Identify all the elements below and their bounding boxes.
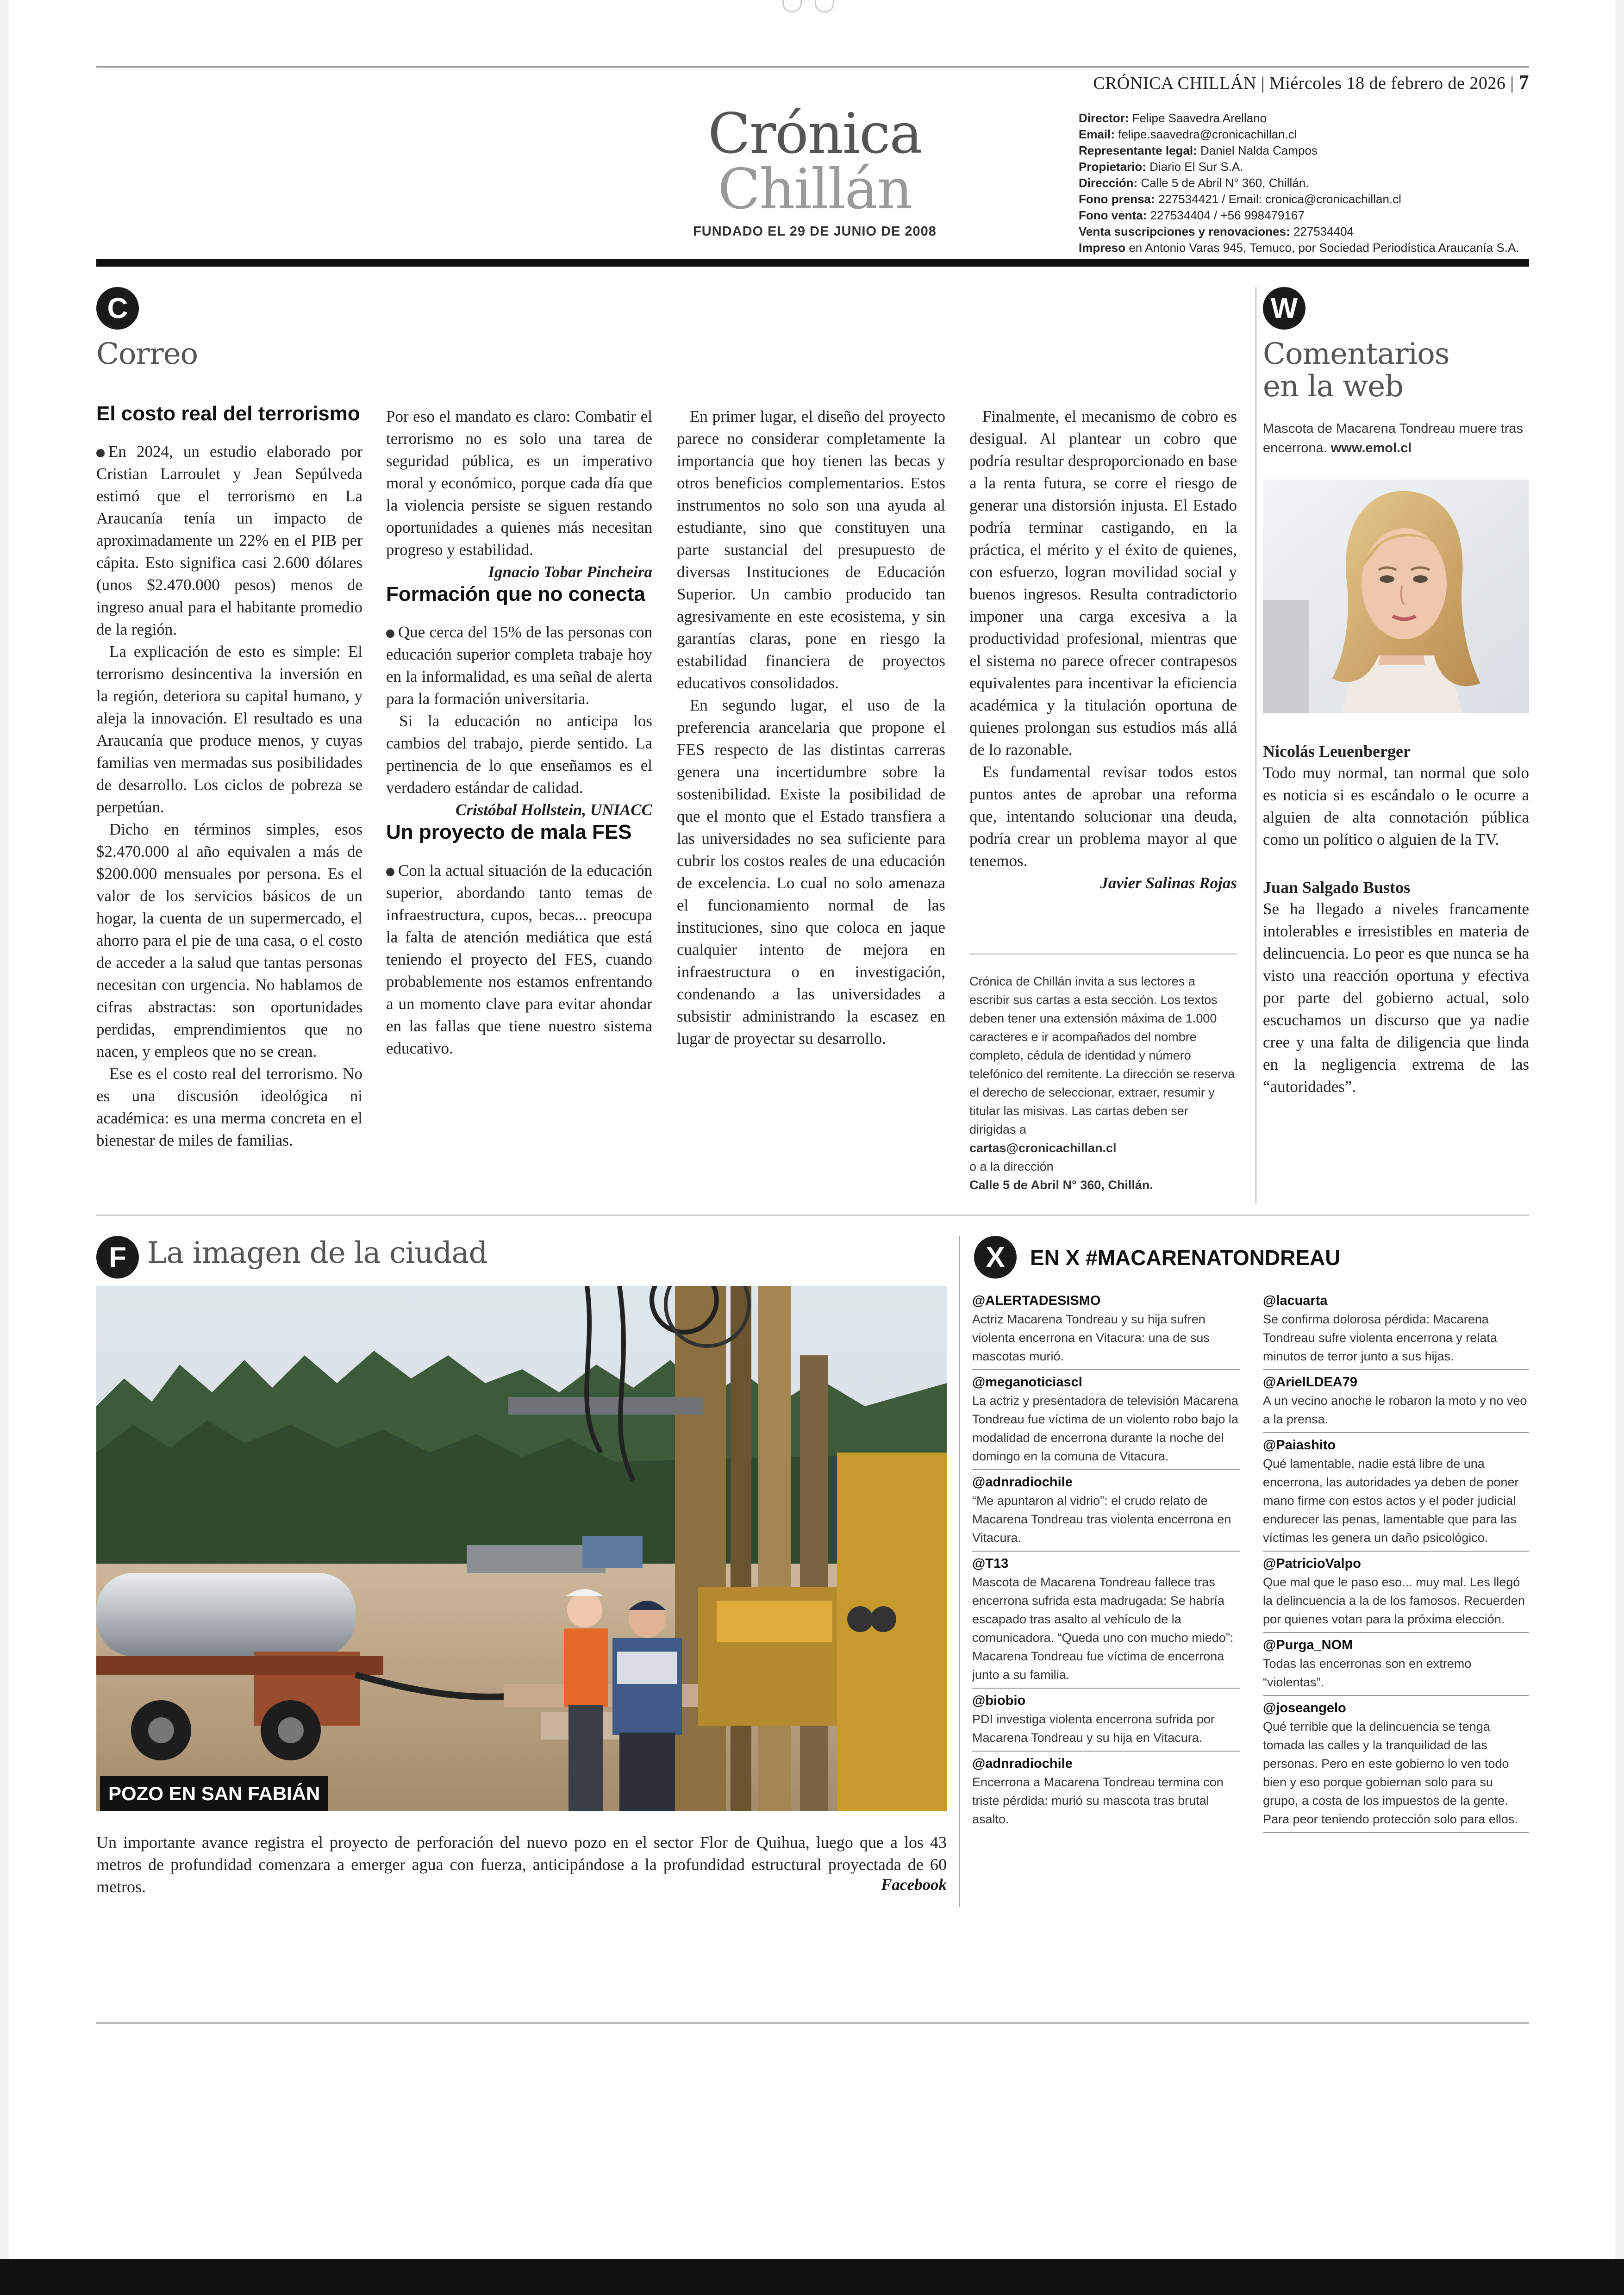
staff-row [1079,159,1519,175]
staff-label: Propietario: [1079,160,1146,174]
staff-label: Representante legal: [1079,143,1197,157]
tweet-text: Qué terrible que la delincuencia se tenga tomada las calles y la tranquilidad de las personas. Pero en este gobierno lo ven todo bien y eso porque gobiernan solo para su grupo, a costa de los impuestos de la gente. Para peor teniendo protección solo para ellos. [1263,1717,1529,1833]
tweet-handle[interactable]: @ALERTADESISMO [972,1293,1101,1308]
masthead-logo [630,102,1000,222]
staff-value: Felipe Saavedra Arellano [1132,111,1267,125]
staff-value: felipe.saavedra@cronicachillan.cl [1118,127,1297,141]
folio: CRÓNICA CHILLÁN | Miércoles 18 de febrero de 2026 | 7 [1093,71,1529,94]
letter-text: En 2024, un estudio elaborado por Cristian Larroulet y Jean Sepúlveda estimó que el terrorismo en La Araucanía tenía un impacto de aproximadamente un 22% en el PIB per cápita. Esto significa casi 2.600 dólares (unos $2.470.000 pesos) menos de ingreso anual para el habitante promedio de la región. [96,443,362,639]
letter-2-signature: Cristóbal Hollstein, UNIACC [456,801,652,819]
letter-1-p5: Por eso el mandato es claro: Combatir el terrorismo no es solo una tarea de seguridad pública, es un imperativo moral y económico, porque cada día que la violencia persiste se siguen restando oportunidades a quienes más necesitan progreso y estabilidad. [386,407,652,559]
bullet-icon [386,868,394,876]
tweet-text: PDI investiga violenta encerrona sufrida por Macarena Tondreau y su hija en Vitacura. [972,1710,1240,1752]
web-column-divider [1255,287,1256,1204]
tweet-handle[interactable]: @ArielLDEA79 [1263,1375,1357,1390]
staff-value: 227534421 / Email: cronica@cronicachillan.cl [1158,192,1401,206]
comment-author: Juan Salgado Bustos [1263,878,1411,897]
section-divider [96,1215,1529,1216]
x-tweets-col-1 [972,1291,1240,1835]
letter-1-p4: Ese es el costo real del terrorismo. No es una discusión ideológica ni académica: es una merma concreta en el bienestar de miles de familias. [96,1065,362,1150]
letter-3-p2: En primer lugar, el diseño del proyecto parece no considerar completamente la importancia que hoy tienen las becas y otros beneficios complementarios. Estos instrumentos no solo son una ayuda al estudiante, sino que constituyen una parte sustancial del presupuesto de diversas Instituciones de Educación Superior. Un cambio producido tan agresivamente en este ecosistema, y sin garantías claras, pone en riesgo la estabilidad financiera de proyectos educativos consolidados. [677,407,945,692]
photo-caption: Un importante avance registra el proyecto de perforación del nuevo pozo en el sector Flor de Quihua, luego que a los 43 metros de profundidad comenzara a emerger agua con fuerza, anticipándose a la profundidad estructural proyectada de 60 metros. [96,1833,947,1896]
correo-col-4 [969,405,1237,894]
footer-rule [96,2022,1529,2024]
page-frame-left [0,0,9,2259]
photo-label: POZO EN SAN FABIÁN [100,1776,328,1811]
letter-3-p3: En segundo lugar, el uso de la preferencia arancelaria que propone el FES respecto de las distintas carreras genera una incertidumbre sobre la sostenibilidad. Existe la posibilidad de que el monto que el Estado transfiera a las universidades no sea suficiente para cubrir los costos reales de una educación de excelencia. Lo cual no solo amenaza el funcionamiento normal de las instituciones, sino que coloca en jaque cualquier intento de mejora en infraestructura o en investigación, condenando a las universidades a subsistir administrando la escasez en lugar de proyectar su desarrollo. [677,696,945,1048]
staff-label: Director: [1079,111,1129,125]
staff-value: Calle 5 de Abril N° 360, Chillán. [1141,176,1309,190]
web-title [1263,338,1449,403]
correo-col-3 [677,405,945,1050]
tweet-text: Que mal que le paso eso... muy mal. Les llegó la delincuencia a la de los famosos. Recuerden por quienes votan para la próxima elección. [1263,1573,1529,1633]
staff-value: Daniel Nalda Campos [1200,143,1318,157]
tweet-text: A un vecino anoche le robaron la moto y no veo a la prensa. [1263,1391,1529,1433]
letters-notice [969,972,1237,1194]
comment-text: Todo muy normal, tan normal que solo es noticia si es escándalo o le ocurre a alguien de alta connotación pública como un político o alguien de la TV. [1263,764,1529,848]
imagen-title: La imagen de la ciudad [147,1236,487,1270]
tweet-handle[interactable]: @adnradiochile [972,1475,1073,1490]
web-title-line-1: Comentarios [1263,337,1449,371]
bullet-icon [96,449,105,457]
letter-1-p3: Dicho en términos simples, esos $2.470.000 al año equivalen a más de $200.000 mensuales por persona. Es el valor de los servicios básicos de un hogar, la cuenta de un supermercado, el ahorro para el pie de una casa, o el costo de acceder a la salud que tantas personas necesitan con urgencia. No hablamos de cifras abstractas: son oportunidades perdidas, emprendimientos que no nacen, y empleos que no se crean. [96,820,362,1061]
staff-label: Impreso [1079,241,1126,255]
drilling-rig-image [96,1286,947,1811]
staff-label: Dirección: [1079,176,1138,190]
staff-label: Fono venta: [1079,208,1147,222]
letter-text: Con la actual situación de la educación superior, abordando tanto temas de infraestructura, cupos, becas... preocupa la falta de atención mediática que está teniendo el proyecto del FES, cuando probablemente nos estamos enfrentando a un momento clave para evitar ahondar en las fallas que tiene nuestro sistema educativo. [386,861,652,1057]
comment-author: Nicolás Leuenberger [1263,742,1411,761]
tweet-handle[interactable]: @PatricioValpo [1263,1556,1362,1571]
letter-1-signature: Ignacio Tobar Pincheira [488,563,652,581]
letter-3-p4: Finalmente, el mecanismo de cobro es desigual. Al plantear un cobro que podría resultar desproporcionado en base a la renta futura, se corre el riesgo de generar una distorsión injusta. El Estado podría terminar castigando, en la práctica, el mérito y el éxito de quienes, con esfuerzo, logran movilidad social y buenos ingresos. Resulta contradictorio imponer una carga excesiva a la productividad profesional, mientras que el sistema no parece ofrecer contrapesos equivalentes para incentivar la eficiencia académica y la titulación oportuna de quienes prolongan sus estudios más allá de lo razonable. [969,407,1237,759]
photo-source: Facebook [881,1876,947,1894]
pager-dot[interactable] [815,0,834,12]
tweet-text: Qué lamentable, nadie está libre de una encerrona, las autoridades ya deben de poner mano firme con estos actos y el poder judicial endurecer las penas, lamentable que para las víctimas les genera un daño psicológico. [1263,1454,1529,1552]
letter-1-headline: El costo real del terrorismo [96,402,360,425]
staff-row [1079,207,1519,224]
tweet-handle[interactable]: @joseangelo [1263,1701,1346,1715]
tweet-text: “Me apuntaron al vidrio”: el crudo relato de Macarena Tondreau tras violenta encerrona en Vitacura. [972,1491,1240,1552]
notice-text: Crónica de Chillán invita a sus lectores a escribir sus cartas a esta sección. Los textos deben tener una extensión máxima de 1.000 caracteres e ir acompañados del nombre completo, cédula de identidad y número telefónico del remitente. La dirección se reserva el derecho de seleccionar, extraer, resumir y titular las misivas. Las cartas deben ser dirigidas a [969,974,1235,1136]
staff-value: 227534404 / +56 998479167 [1150,208,1305,222]
page-frame-right [1615,0,1624,2259]
notice-email-link[interactable]: cartas@cronicachillan.cl [969,1141,1117,1155]
tweet-handle[interactable]: @adnradiochile [972,1756,1073,1771]
staff-row [1079,175,1519,191]
web-story [1263,419,1529,458]
founded-line: FUNDADO EL 29 DE JUNIO DE 2008 [693,224,937,239]
staff-value: 227534404 [1293,225,1354,238]
logo-word-1: Crónica [708,102,922,166]
staff-row [1079,191,1519,207]
staff-box [1079,110,1519,256]
letter-3-p5: Es fundamental revisar todos estos puntos antes de aprobar una reforma que, intentando solucionar una deuda, podría crear un problema mayor al que tenemos. [969,763,1237,870]
tweet-handle[interactable]: @T13 [972,1556,1009,1571]
staff-value: en Antonio Varas 945, Temuco, por Sociedad Periodística Araucanía S.A. [1129,241,1519,255]
letter-2-headline: Formación que no conecta [386,583,645,605]
letter-3-p1 [386,860,652,1060]
tweet-text: Actriz Macarena Tondreau y su hija sufren violenta encerrona en Vitacura: una de sus mascotas murió. [972,1310,1240,1370]
tweet-handle[interactable]: @Paiashito [1263,1438,1336,1453]
masthead [630,102,1000,239]
tweet-text: Se confirma dolorosa pérdida: Macarena Tondreau sufre violenta encerrona y relata minutos de terror junto a sus hijas. [1263,1310,1529,1370]
portrait-photo [1263,480,1529,713]
tweet-text: Encerrona a Macarena Tondreau termina con triste pérdida: murió su mascota tras brutal asalto. [972,1775,1224,1826]
folio-paper: CRÓNICA CHILLÁN [1093,74,1256,93]
tweet-handle[interactable]: @meganoticiascl [972,1375,1082,1390]
bottom-bar [0,2259,1624,2295]
staff-label: Fono prensa: [1079,192,1155,206]
letter-3-signature: Javier Salinas Rojas [1100,874,1237,892]
web-comments [1263,741,1529,1124]
correo-badge: C [96,287,139,330]
logo-word-2: Chillán [718,157,912,222]
notice-or: o a la dirección [969,1160,1054,1173]
x-tweets-col-2 [1263,1291,1529,1836]
portrait-image [1263,480,1529,713]
tweet-handle[interactable]: @lacuarta [1263,1293,1328,1308]
tweet-text: Mascota de Macarena Tondreau fallece tras encerrona sufrida esta madrugada: Se habría escapado tras asalto al vehículo de la comunicadora. “Queda uno con mucho miedo”: Macarena Tondreau fue víctima de encerrona junto a su familia. [972,1573,1240,1689]
imagen-badge: F [96,1236,139,1278]
staff-row [1079,240,1519,256]
tweet-handle[interactable]: @biobio [972,1693,1026,1708]
correo-col-1 [96,403,362,1152]
staff-row [1079,143,1519,159]
page-number: 7 [1518,71,1529,94]
web-title-line-2: en la web [1263,369,1404,404]
correo-col-2 [386,405,652,1060]
staff-value: Diario El Sur S.A. [1149,160,1243,174]
header-thick-rule [96,259,1529,267]
x-title: EN X #MACARENATONDREAU [1030,1246,1341,1270]
letter-2-p1 [386,621,652,710]
web-badge: W [1263,287,1305,330]
city-photo [96,1286,947,1811]
letter-1-p1 [96,441,362,641]
comment-text: Se ha llegado a niveles francamente intolerables e irresistibles en materia de delincuencia. Lo peor es que nunca se ha visto una reacción oportuna y efectiva por parte del gobierno actual, solo escuchamos un discurso que ya nadie cree y una falta de diligencia que linda en la negligencia extrema de las “autoridades”. [1263,900,1529,1096]
staff-row [1079,224,1519,240]
letter-text: Que cerca del 15% de las personas con educación superior completa trabaje hoy en la informalidad, es una señal de alerta para la formación universitaria. [386,623,652,708]
pager-dots [782,0,834,12]
folio-date: Miércoles 18 de febrero de 2026 [1269,74,1506,93]
tweet-handle[interactable]: @Purga_NOM [1263,1638,1353,1653]
x-badge: X [974,1236,1017,1278]
tweet-text: Todas las encerronas son en extremo “violentas”. [1263,1654,1529,1696]
letter-3-headline: Un proyecto de mala FES [386,821,632,844]
staff-label: Email: [1079,127,1115,141]
header-rule [96,66,1529,68]
staff-label: Venta suscripciones y renovaciones: [1079,225,1290,238]
web-story-link[interactable]: www.emol.cl [1330,441,1412,455]
notice-address: Calle 5 de Abril N° 360, Chillán. [969,1178,1153,1192]
web-story-text: Mascota de Macarena Tondreau muere tras encerrona. [1263,421,1524,455]
tweet-text: La actriz y presentadora de televisión Macarena Tondreau fue víctima de un violento robo bajo la modalidad de encerrona durante la noche del domingo en la comuna de Vitacura. [972,1391,1240,1470]
correo-title: Correo [96,337,198,371]
x-column-divider [959,1236,960,1907]
pager-dot[interactable] [782,0,802,12]
bullet-icon [386,630,394,638]
staff-row [1079,110,1519,126]
staff-row [1079,126,1519,143]
letter-1-p2: La explicación de esto es simple: El terrorismo desincentiva la inversión en la región, deteriora su capital humano, y aleja la innovación. El resultado es una Araucanía que produce menos, y cuyas familias ven mermadas sus posibilidades de desarrollo. Los ciclos de pobreza se perpetúan. [96,642,362,817]
letter-2-p2: Si la educación no anticipa los cambios del trabajo, pierde sentido. La pertinencia de lo que enseñamos es el verdadero estándar de calidad. [386,712,652,797]
